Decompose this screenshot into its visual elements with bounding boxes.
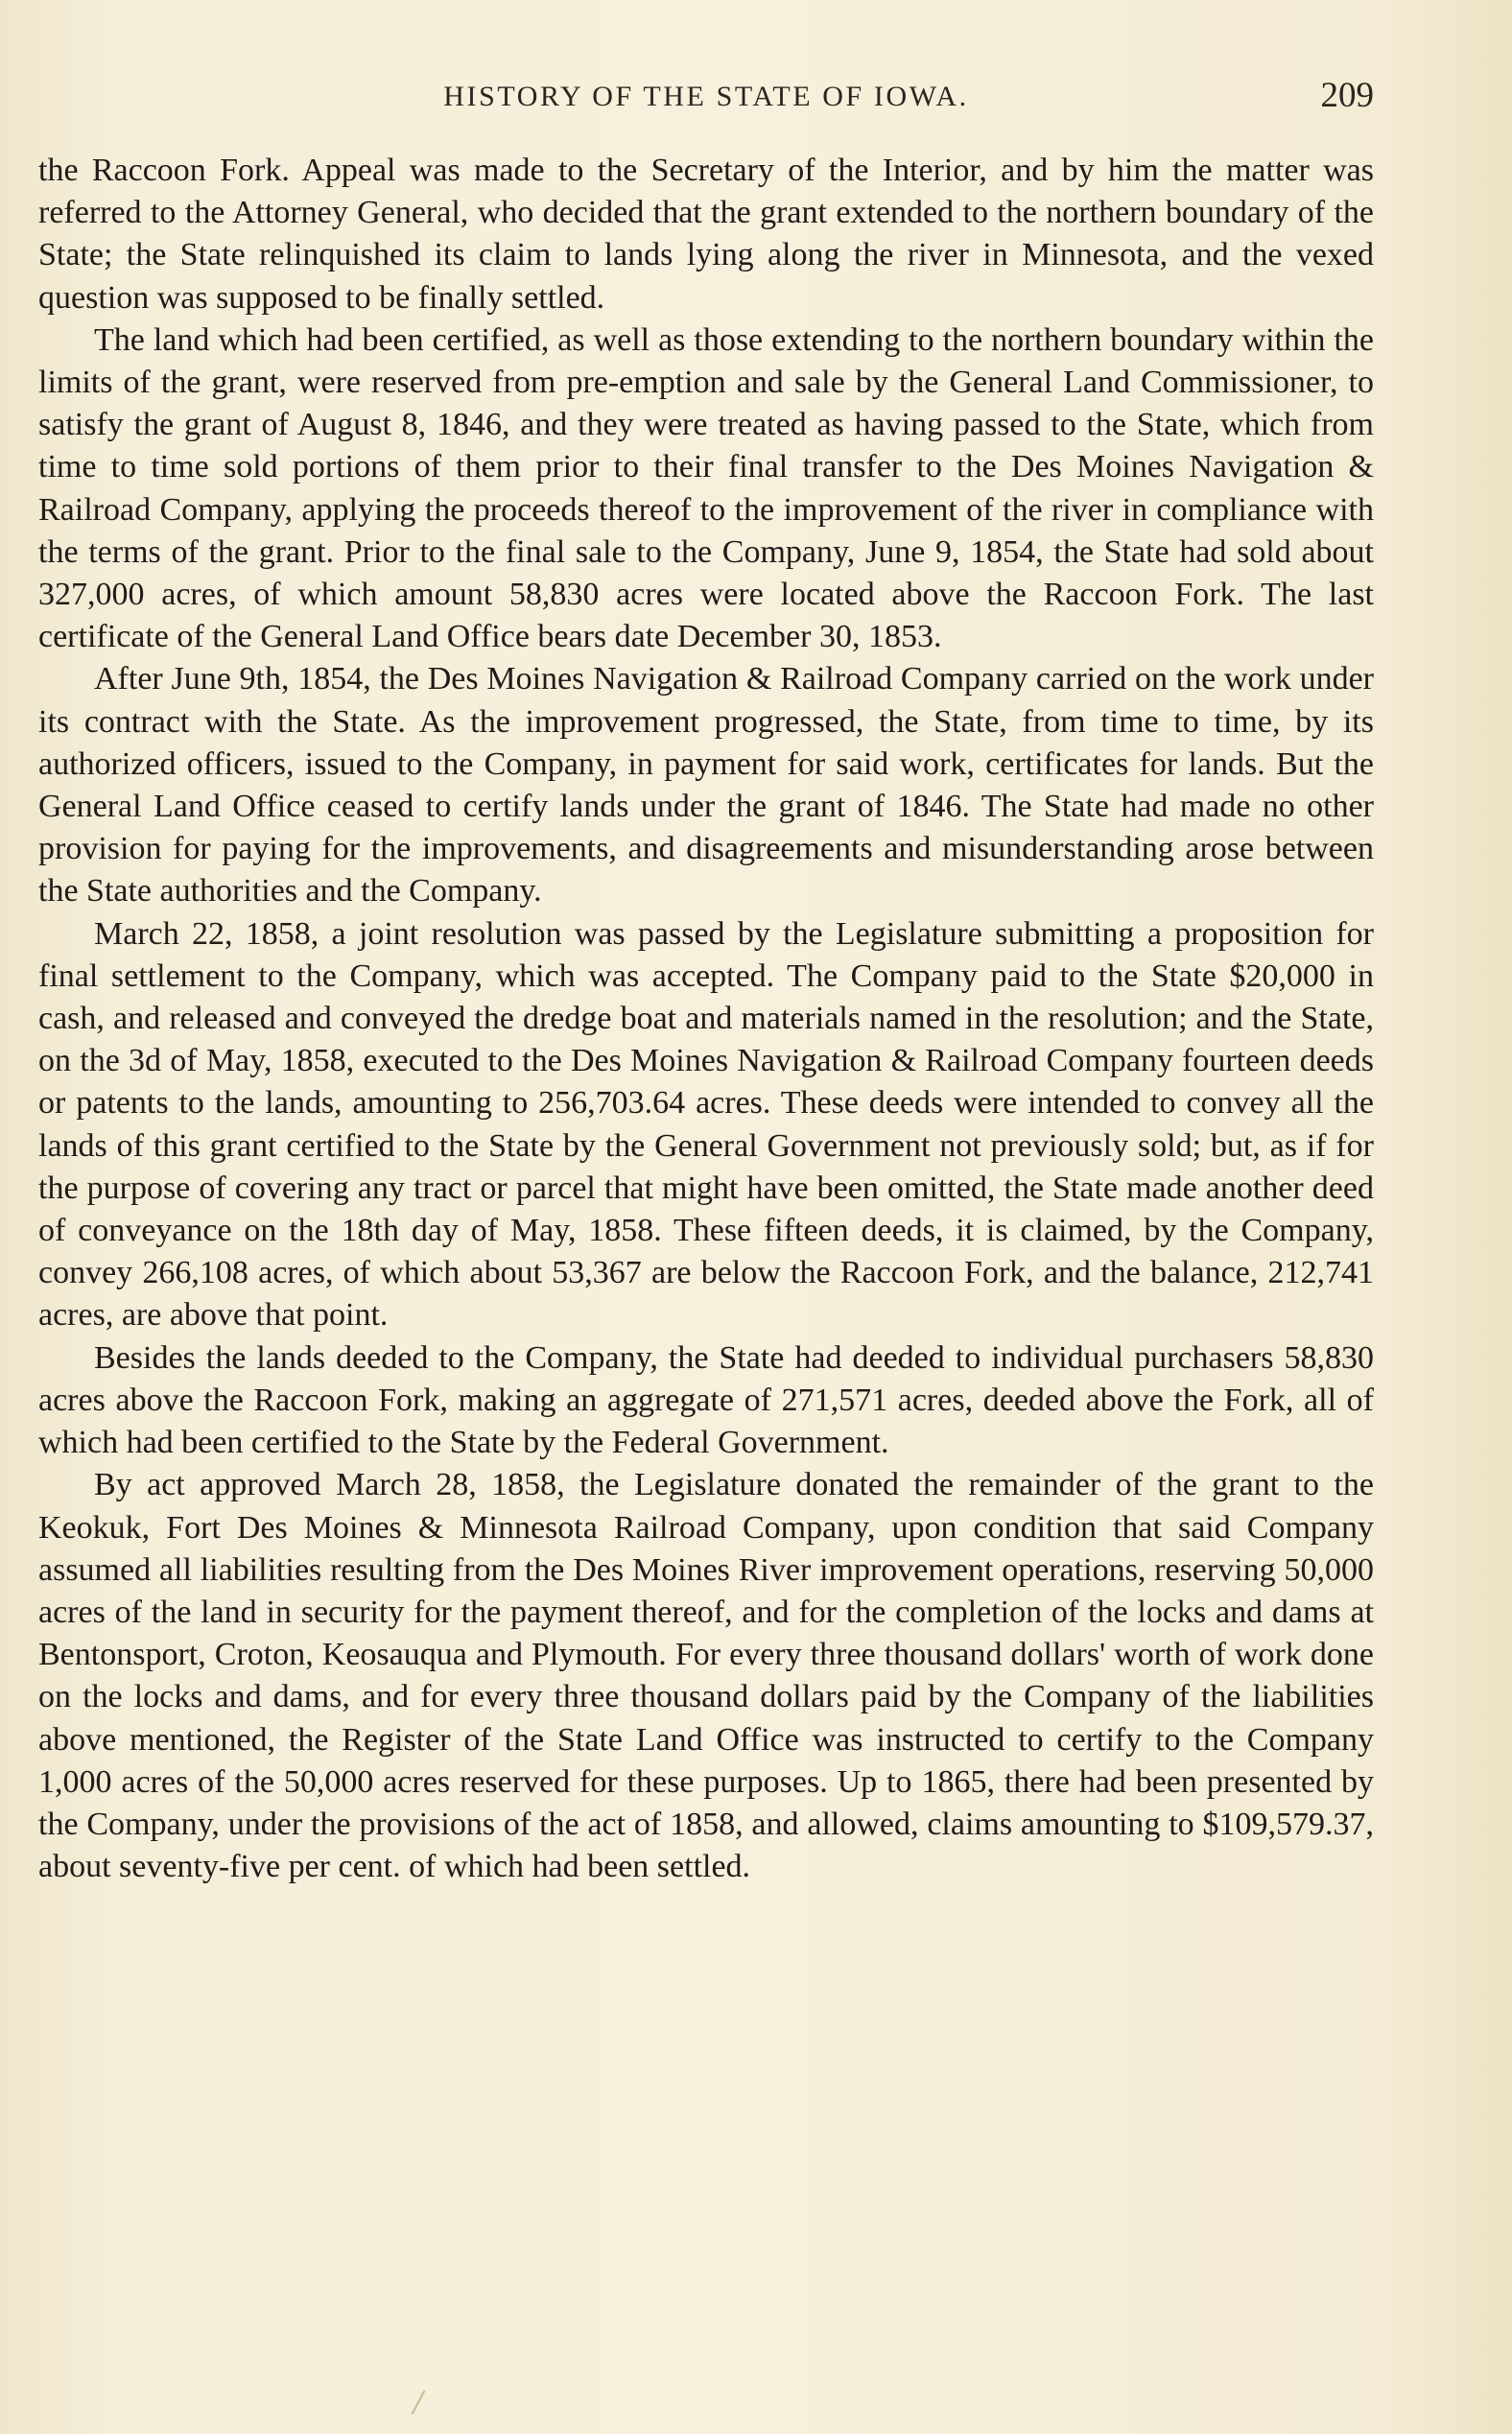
running-title: HISTORY OF THE STATE OF IOWA.: [443, 81, 969, 112]
running-header: [38, 75, 1374, 132]
paper-mark: [412, 2390, 426, 2415]
paragraph-4: March 22, 1858, a joint resolution was passed by the Legislature submitting a proposition for final settlement to the Company, which was accepted. The Company paid to the State $20,000 in cash, and released and conveyed the dredge boat and materials named in the resolution; and the State, on the 3d of May, 1858, executed to the Des Moines Navigation & Railroad Company fourteen deeds or patents to the lands, amounting to 256,703.64 acres. These deeds were intended to convey all the lands of this grant certified to the State by the General Government not previously sold; but, as if for the purpose of covering any tract or parcel that might have been omitted, the State made another deed of conveyance on the 18th day of May, 1858. These fifteen deeds, it is claimed, by the Company, convey 266,108 acres, of which about 53,367 are below the Raccoon Fork, and the balance, 212,741 acres, are above that point.: [38, 915, 1374, 1334]
paragraph-5: Besides the lands deeded to the Company, the State had deeded to individual purchasers 58,830 acres above the Raccoon Fork, making an aggregate of 271,571 acres, deeded above the Fork, all of which had been certified to the State by the Federal Government.: [38, 1339, 1374, 1461]
paragraph-1: the Raccoon Fork. Appeal was made to the Secretary of the Interior, and by him the matter was referred to the Attorney General, who decided that the grant extended to the northern boundary of the State; the State relinquished its claim to lands lying along the river in Minnesota, and the vexed question was supposed to be finally settled.: [38, 153, 1374, 316]
paragraph-6: By act approved March 28, 1858, the Legislature donated the remainder of the grant to the Keokuk, Fort Des Moines & Minnesota Railroad Company, upon condition that said Company assumed all liabilities resulting from the Des Moines River improvement operations, reserving 50,000 acres of the land in security for the payment thereof, and for the completion of the locks and dams at Bentonsport, Croton, Keosauqua and Plymouth. For every three thousand dollars' worth of work done on the locks and dams, and for every three thousand dollars paid by the Company of the liabilities above mentioned, the Register of the State Land Office was instructed to certify to the Company 1,000 acres of the 50,000 acres reserved for these purposes. Up to 1865, there had been presented by the Company, under the provisions of the act of 1858, and allowed, claims amounting to $109,579.37, about seventy-five per cent. of which had been settled.: [38, 1467, 1374, 1885]
paragraph-2: The land which had been certified, as well as those extending to the northern boundary within the limits of the grant, were reserved from pre-emption and sale by the General Land Commissioner, to satisfy the grant of August 8, 1846, and they were treated as having passed to the State, which from time to time sold portions of them prior to their final transfer to the Des Moines Navigation & Railroad Company, applying the proceeds thereof to the improvement of the river in compliance with the terms of the grant. Prior to the final sale to the Company, June 9, 1854, the State had sold about 327,000 acres, of which amount 58,830 acres were located above the Raccoon Fork. The last certificate of the General Land Office bears date December 30, 1853.: [38, 321, 1374, 655]
page-number: 209: [1320, 76, 1374, 115]
paragraph-3: After June 9th, 1854, the Des Moines Navigation & Railroad Company carried on the work under its contract with the State. As the improvement progressed, the State, from time to time, by its authorized officers, issued to the Company, in payment for said work, certificates for lands. But the General Land Office ceased to certify lands under the grant of 1846. The State had made no other provision for paying for the improvements, and disagreements and misunderstanding arose between the State authorities and the Company.: [38, 661, 1374, 910]
body-text: [38, 150, 1374, 1888]
